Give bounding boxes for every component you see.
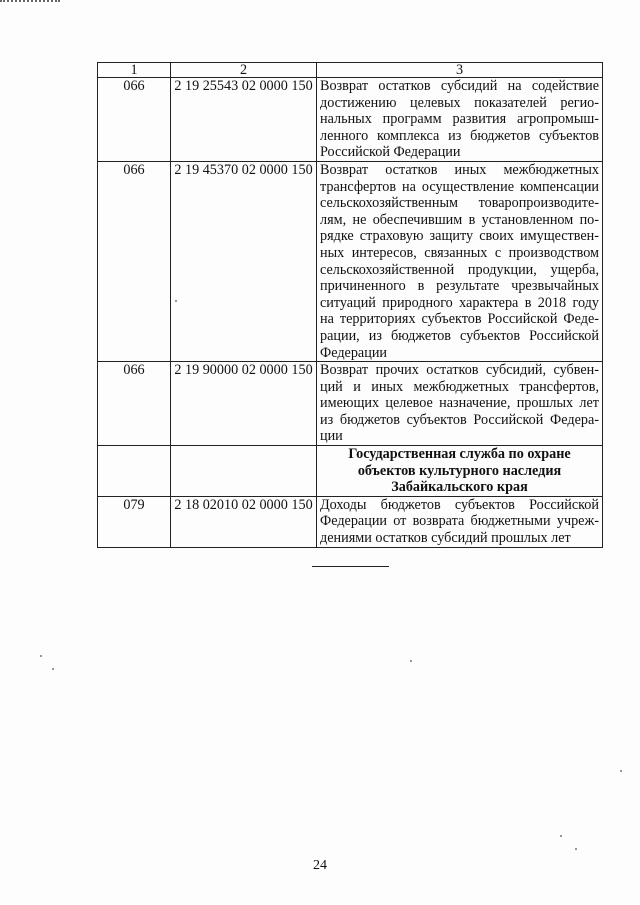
organization-heading-row xyxy=(98,446,603,497)
empty-cell xyxy=(98,446,171,497)
scan-speck xyxy=(52,668,54,670)
table-row xyxy=(98,362,603,446)
table-row xyxy=(98,161,603,361)
column-number-2: 2 xyxy=(171,63,317,78)
admin-code-cell: 066 xyxy=(98,161,171,361)
scan-artifact xyxy=(0,0,60,5)
revenue-name-cell: Доходы бюджетов субъектов Российской Федерации от возврата бюджетными учреж-дениями остатков субсидий прошлых лет xyxy=(317,496,603,547)
empty-cell xyxy=(171,446,317,497)
scan-speck xyxy=(560,835,562,837)
end-separator-line xyxy=(312,566,389,567)
scan-speck xyxy=(175,300,177,302)
revenue-codes-table xyxy=(97,62,603,548)
revenue-code-cell: 2 18 02010 02 0000 150 xyxy=(171,496,317,547)
scan-speck xyxy=(620,770,622,772)
admin-code-cell: 066 xyxy=(98,78,171,162)
column-number-3: 3 xyxy=(317,63,603,78)
scan-speck xyxy=(40,655,42,657)
table-header-row xyxy=(98,63,603,78)
table-row xyxy=(98,78,603,162)
revenue-code-cell: 2 19 90000 02 0000 150 xyxy=(171,362,317,446)
revenue-code-cell: 2 19 25543 02 0000 150 xyxy=(171,78,317,162)
scan-speck xyxy=(410,660,412,662)
table-row xyxy=(98,496,603,547)
revenue-name-cell: Возврат остатков субсидий на содействие достижению целевых показателей регио-нальных программ развития агропромыш-ленного комплекса из бюджетов субъектов Российской Федерации xyxy=(317,78,603,162)
revenue-code-cell: 2 19 45370 02 0000 150 xyxy=(171,161,317,361)
revenue-name-cell: Возврат остатков иных межбюджетных трансфертов на осуществление компенсации сельскохозяйственным товаропроизводите-лям, не обеспечившим в установленном по-рядке страховую защиту своих имуществен-ных интересов, связанных с производством сельскохозяйственной продукции, ущерба, причиненного в результате чрезвычайных ситуаций природного характера в 2018 году на территориях субъектов Российской Феде-рации, из бюджетов субъектов Российской Федерации xyxy=(317,161,603,361)
scan-speck xyxy=(575,848,577,850)
admin-code-cell: 079 xyxy=(98,496,171,547)
organization-heading: Государственная служба по охране объектов культурного наследия Забайкальского края xyxy=(317,446,603,497)
column-number-1: 1 xyxy=(98,63,171,78)
revenue-name-cell: Возврат прочих остатков субсидий, субвен-ций и иных межбюджетных трансфертов, имеющих целевое назначение, прошлых лет из бюджетов субъектов Российской Федера-ции xyxy=(317,362,603,446)
page-number: 24 xyxy=(313,858,327,873)
admin-code-cell: 066 xyxy=(98,362,171,446)
